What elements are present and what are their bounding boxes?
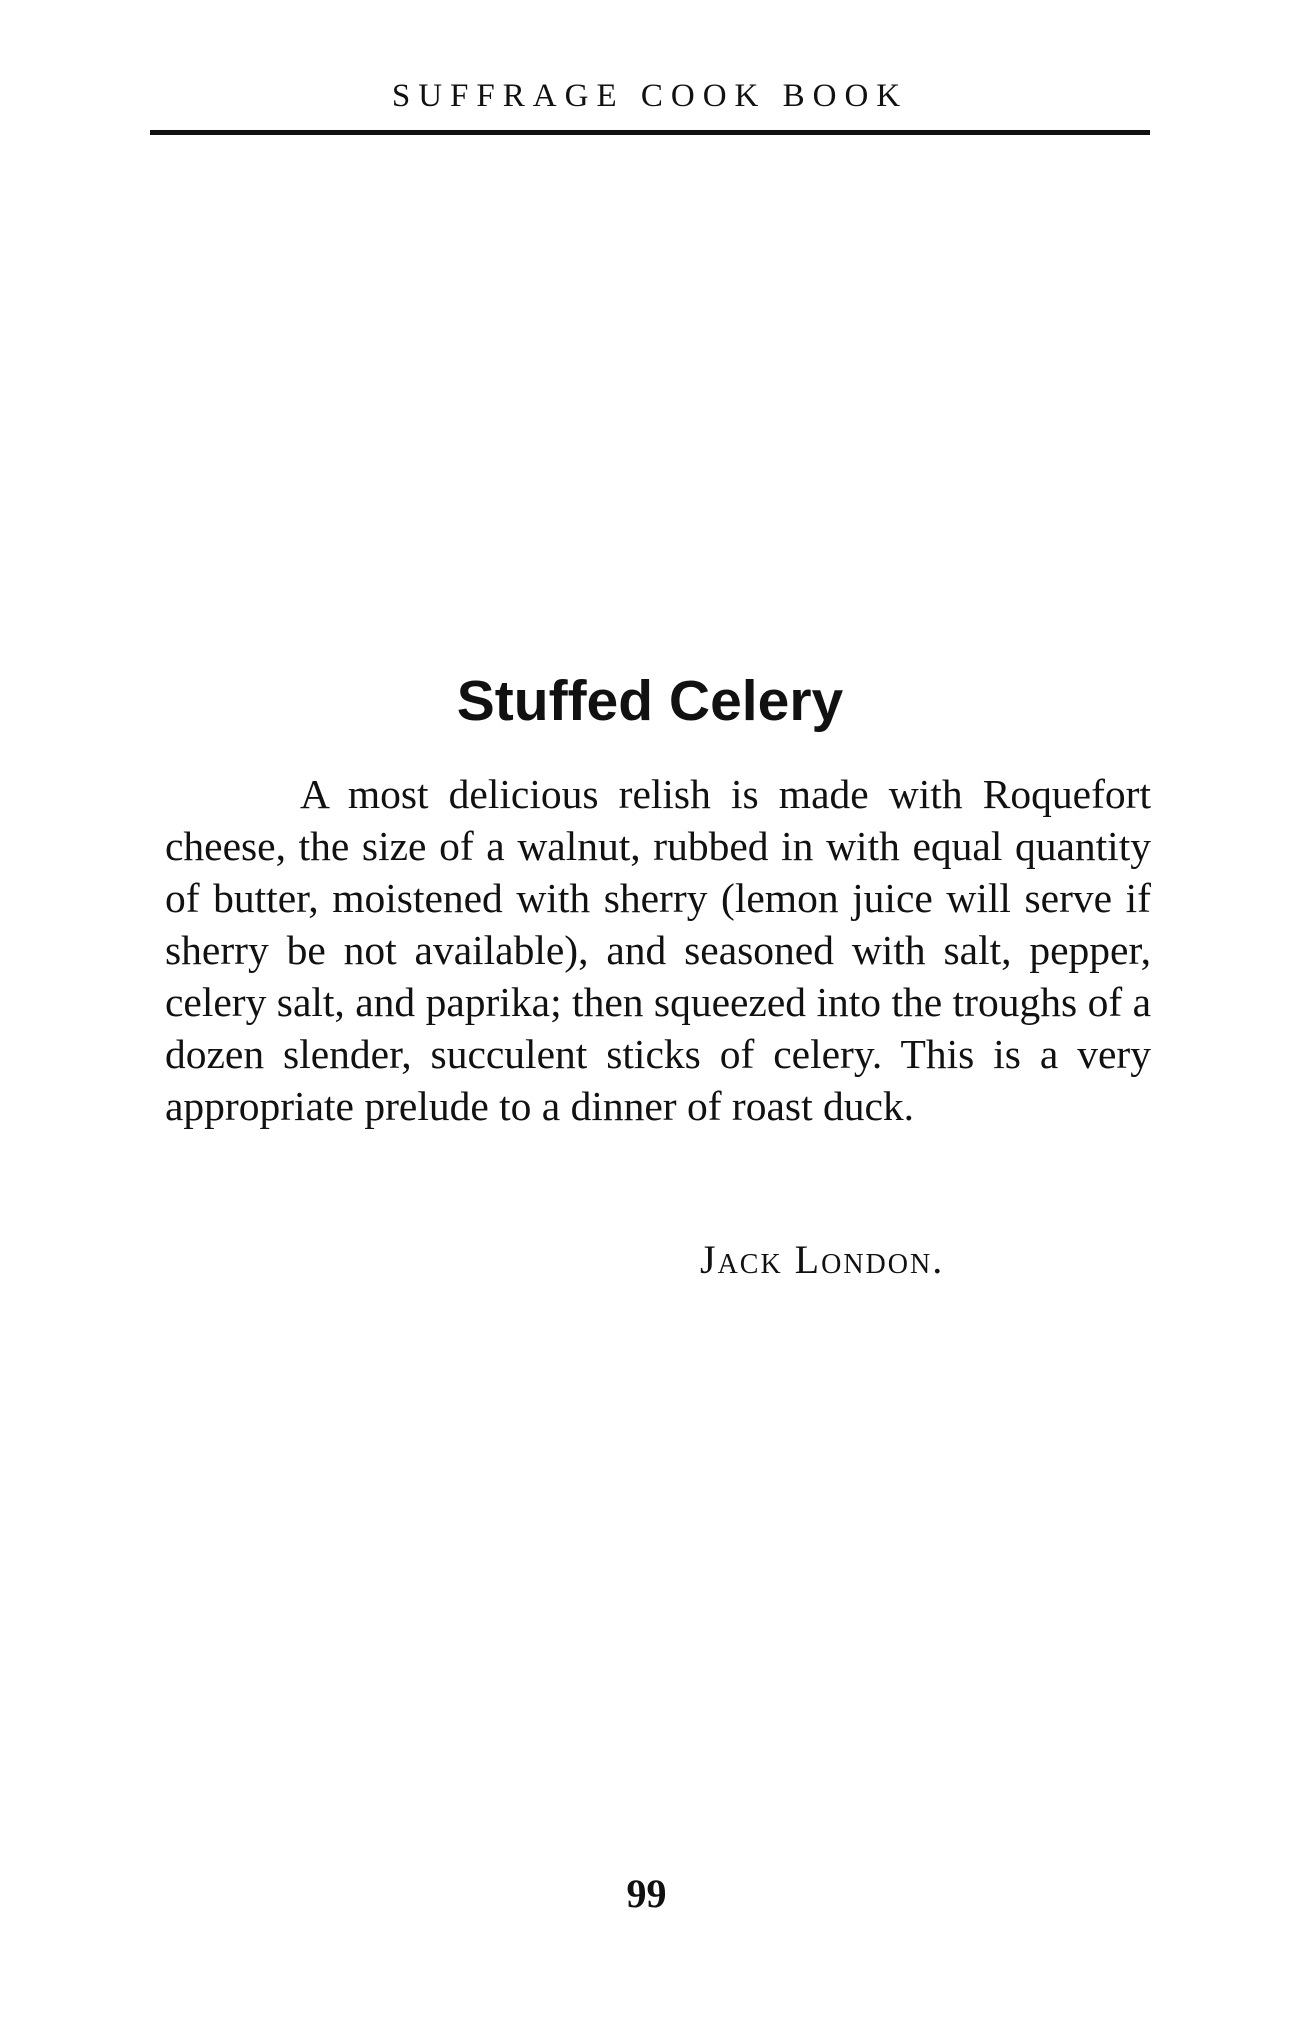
- running-head: SUFFRAGE COOK BOOK: [391, 78, 909, 114]
- recipe-title: Stuffed Celery: [456, 669, 844, 733]
- recipe-author: Jack London.: [700, 1237, 945, 1282]
- header-rule: [150, 130, 1150, 135]
- recipe-body: A most delicious relish is made with Roquefort cheese, the size of a walnut, rubbed in with equal quantity of butter, moistened with sherry (lemon juice will serve if sherry be not available), and seasoned with salt, pepper, celery salt, and paprika; then squeezed into the troughs of a dozen slender, succulent sticks of celery. This is a very appropriate prelude to a dinner of roast duck.: [165, 771, 1151, 1129]
- page-number: 99: [626, 1871, 667, 1916]
